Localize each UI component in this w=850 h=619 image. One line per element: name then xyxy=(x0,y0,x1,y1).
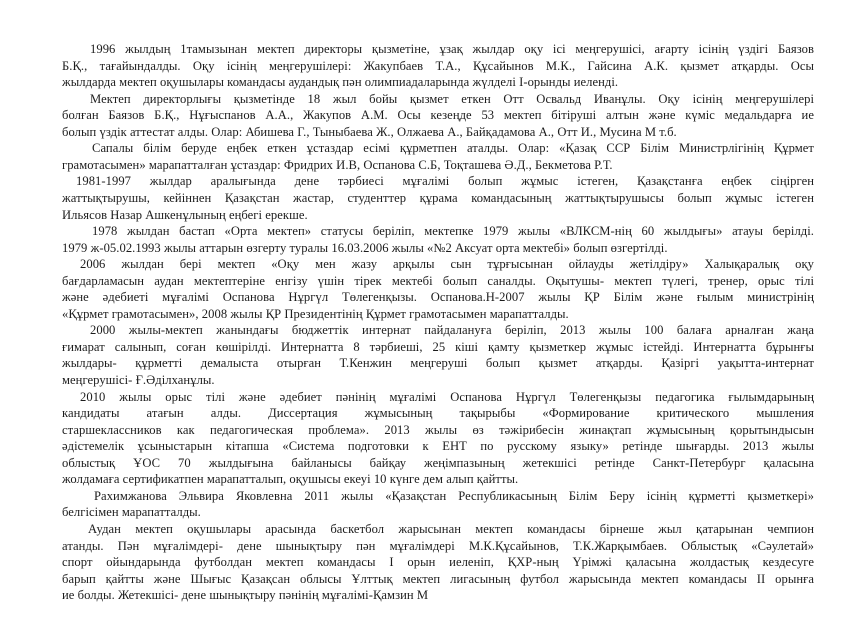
text-line-14: 2006 жылдан бері мектеп «Оқу мен жазу арқылы сын тұрғысынан ойлауды жетілдіру» Халықаралық оқу xyxy=(80,257,814,271)
text-line-7: Сапалы білім беруде еңбек еткен ұстаздар есімі құрметпен аталды. Олар: «Қазақ ССР Білім Министрлігінің Құрмет xyxy=(92,141,814,155)
text-line-30: Аудан мектеп оқушылары арасында баскетбол жарысынан мектеп командасы бірнеше жыл қатарынан чемпион xyxy=(88,522,814,536)
text-line-16: және әдебиеті мұғалімі Оспанова Нұргүл Төлегенқызы. Оспанова.Н-2007 жылы ҚР Білім және ғылым министрінің xyxy=(62,290,814,304)
text-line-20: жылдары- құрметті демалыста отырған Т.Кенжин меңгеруші болып қызмет атқарды. Қазіргі уақытта-интернат xyxy=(62,356,814,370)
text-line-17: «Құрмет грамотасымен», 2008 жылы ҚР Президентінің Құрмет грамотасымен марапатталды. xyxy=(62,307,569,321)
text-line-8: грамотасымен» марапатталған ұстаздар: Фридрих И.В, Оспанова С.Б, Тоқташева Ә.Д., Бекметова Р.Т. xyxy=(62,158,613,172)
text-line-12: 1978 жылдан бастап «Орта мектеп» статусы беріліп, мектепке 1979 жылы «ВЛКСМ-нің 60 жылдығы» атауы берілді. xyxy=(92,224,814,238)
text-line-19: ғимарат салынып, соған көшірілді. Интернатта 8 тәрбиеші, 25 кіші қамту қызметкер жұмыс істейді. Интернатта бұрынғы xyxy=(62,340,814,354)
text-line-27: жолдамаға сертификатпен марапатталып, оқушысы екеуі 10 күнге дем алып қайтты. xyxy=(62,472,519,486)
text-line-18: 2000 жылы-мектеп жанындағы бюджеттік интернат пайдалануға беріліп, 2013 жылы 100 балаға арналған жаңа xyxy=(90,323,814,337)
text-line-4: Мектеп директорлығы қызметінде 18 жыл бойы қызмет еткен Отт Освальд Иванұлы. Оқу ісінің меңгерушілері xyxy=(90,92,814,106)
text-line-22: 2010 жылы орыс тілі және әдебиет пәнінің мұғалімі Оспанова Нұргүл Төлегенқызы педагогика ғылымдарының xyxy=(80,390,814,404)
text-line-32: спорт ойындарында футболдан мектеп командасы І орын иеленіп, ҚХР-ның Үрімжі қаласына жолдастық кездесуге xyxy=(62,555,814,569)
text-line-5: болған Баязов Б.Қ., Нұғыспанов А.А., Жакупов А.М. Осы кезеңде 53 мектеп бітіруші алтын және күміс медальдарға ие xyxy=(62,108,814,122)
text-line-6: болып үздік аттестат алды. Олар: Абишева Г., Тыныбаева Ж., Олжаева А., Байқадамова А., Отт И., Мусина М т.б. xyxy=(62,125,677,139)
text-line-21: меңгерушісі- Ғ.Әділханұлы. xyxy=(62,373,215,387)
text-line-9: 1981-1997 жылдар аралығында дене тәрбиесі мұғалімі болып жұмыс істеген, Қазақстанға еңбек сіңірген xyxy=(76,174,814,188)
text-line-15: бағдарламасын аудан мектептеріне енгізу үшін тірек мектебі болып саналды. Оқытушы- мектеп түлегі, тренер, орыс тілі xyxy=(62,274,814,288)
text-line-31: атанды. Пән мұғалімдері- дене шынықтыру пән мұғалімдері М.К.Құсайынов, Т.К.Жарқымбаев. Облыстық «Сәулетай» xyxy=(62,539,814,553)
text-line-11: Ильясов Назар Ашкенұлының еңбегі ерекше. xyxy=(62,208,308,222)
text-line-24: старшеклассников как педагогическая проблема». 2013 жылы өз тәжірибесін жинақтап жұмысының қорытындысын xyxy=(62,423,814,437)
text-line-10: жаттықтырушы, кейіннен Қазақстан жастар, студенттер құрама командасының жаттықтырушысы болып жұмыс істеген xyxy=(62,191,814,205)
text-line-34: ие болды. Жетекшісі- дене шынықтыру пәнінің мұғалімі-Қамзин М xyxy=(62,588,429,602)
text-line-3: жылдарда мектеп оқушылары командасы аудандық пән олимпиадаларында жүлделі І-орынды иеленді. xyxy=(62,75,619,89)
text-line-23: кандидаты атағын алды. Диссертация жұмысының тақырыбы «Формирование критического мышления xyxy=(62,406,814,420)
text-line-25: әдістемелік ұсыныстарын кітапша «Система подготовки к ЕНТ по русскому языку» ретінде шығарды. 2013 жылы xyxy=(62,439,814,453)
text-line-28: Рахимжанова Эльвира Яковлевна 2011 жылы «Қазақстан Республикасының Білім Беру ісінің құрметті қызметкері» xyxy=(94,489,814,503)
text-line-26: облыстық ҰОС 70 жылдығына байланысы байқау жеңімпазының жетекшісі ретінде Санкт-Петербург қаласына xyxy=(62,456,814,470)
text-line-1: 1996 жылдың 1тамызынан мектеп директоры қызметіне, ұзақ жылдар оқу ісі меңгерушісі, ағарту ісінің үздігі Баязов xyxy=(90,42,814,56)
text-line-29: белгісімен марапатталды. xyxy=(62,505,201,519)
text-line-13: 1979 ж-05.02.1993 жылы аттарын өзгерту туралы 16.03.2006 жылы «№2 Аксуат орта мектебі» болып өзгертілді. xyxy=(62,241,668,255)
text-line-33: барып қайтты және Шығыс Қазақсан облысы Ұлттық мектеп лигасының футбол жарысында мектеп командасы ІІ орынға xyxy=(62,572,814,586)
text-line-2: Б.Қ., тағайындалды. Оқу ісінің меңгерушілері: Жакупбаев Т.А., Құсайынов М.К., Гайсина А.К. қызмет атқарды. Осы xyxy=(62,59,814,73)
